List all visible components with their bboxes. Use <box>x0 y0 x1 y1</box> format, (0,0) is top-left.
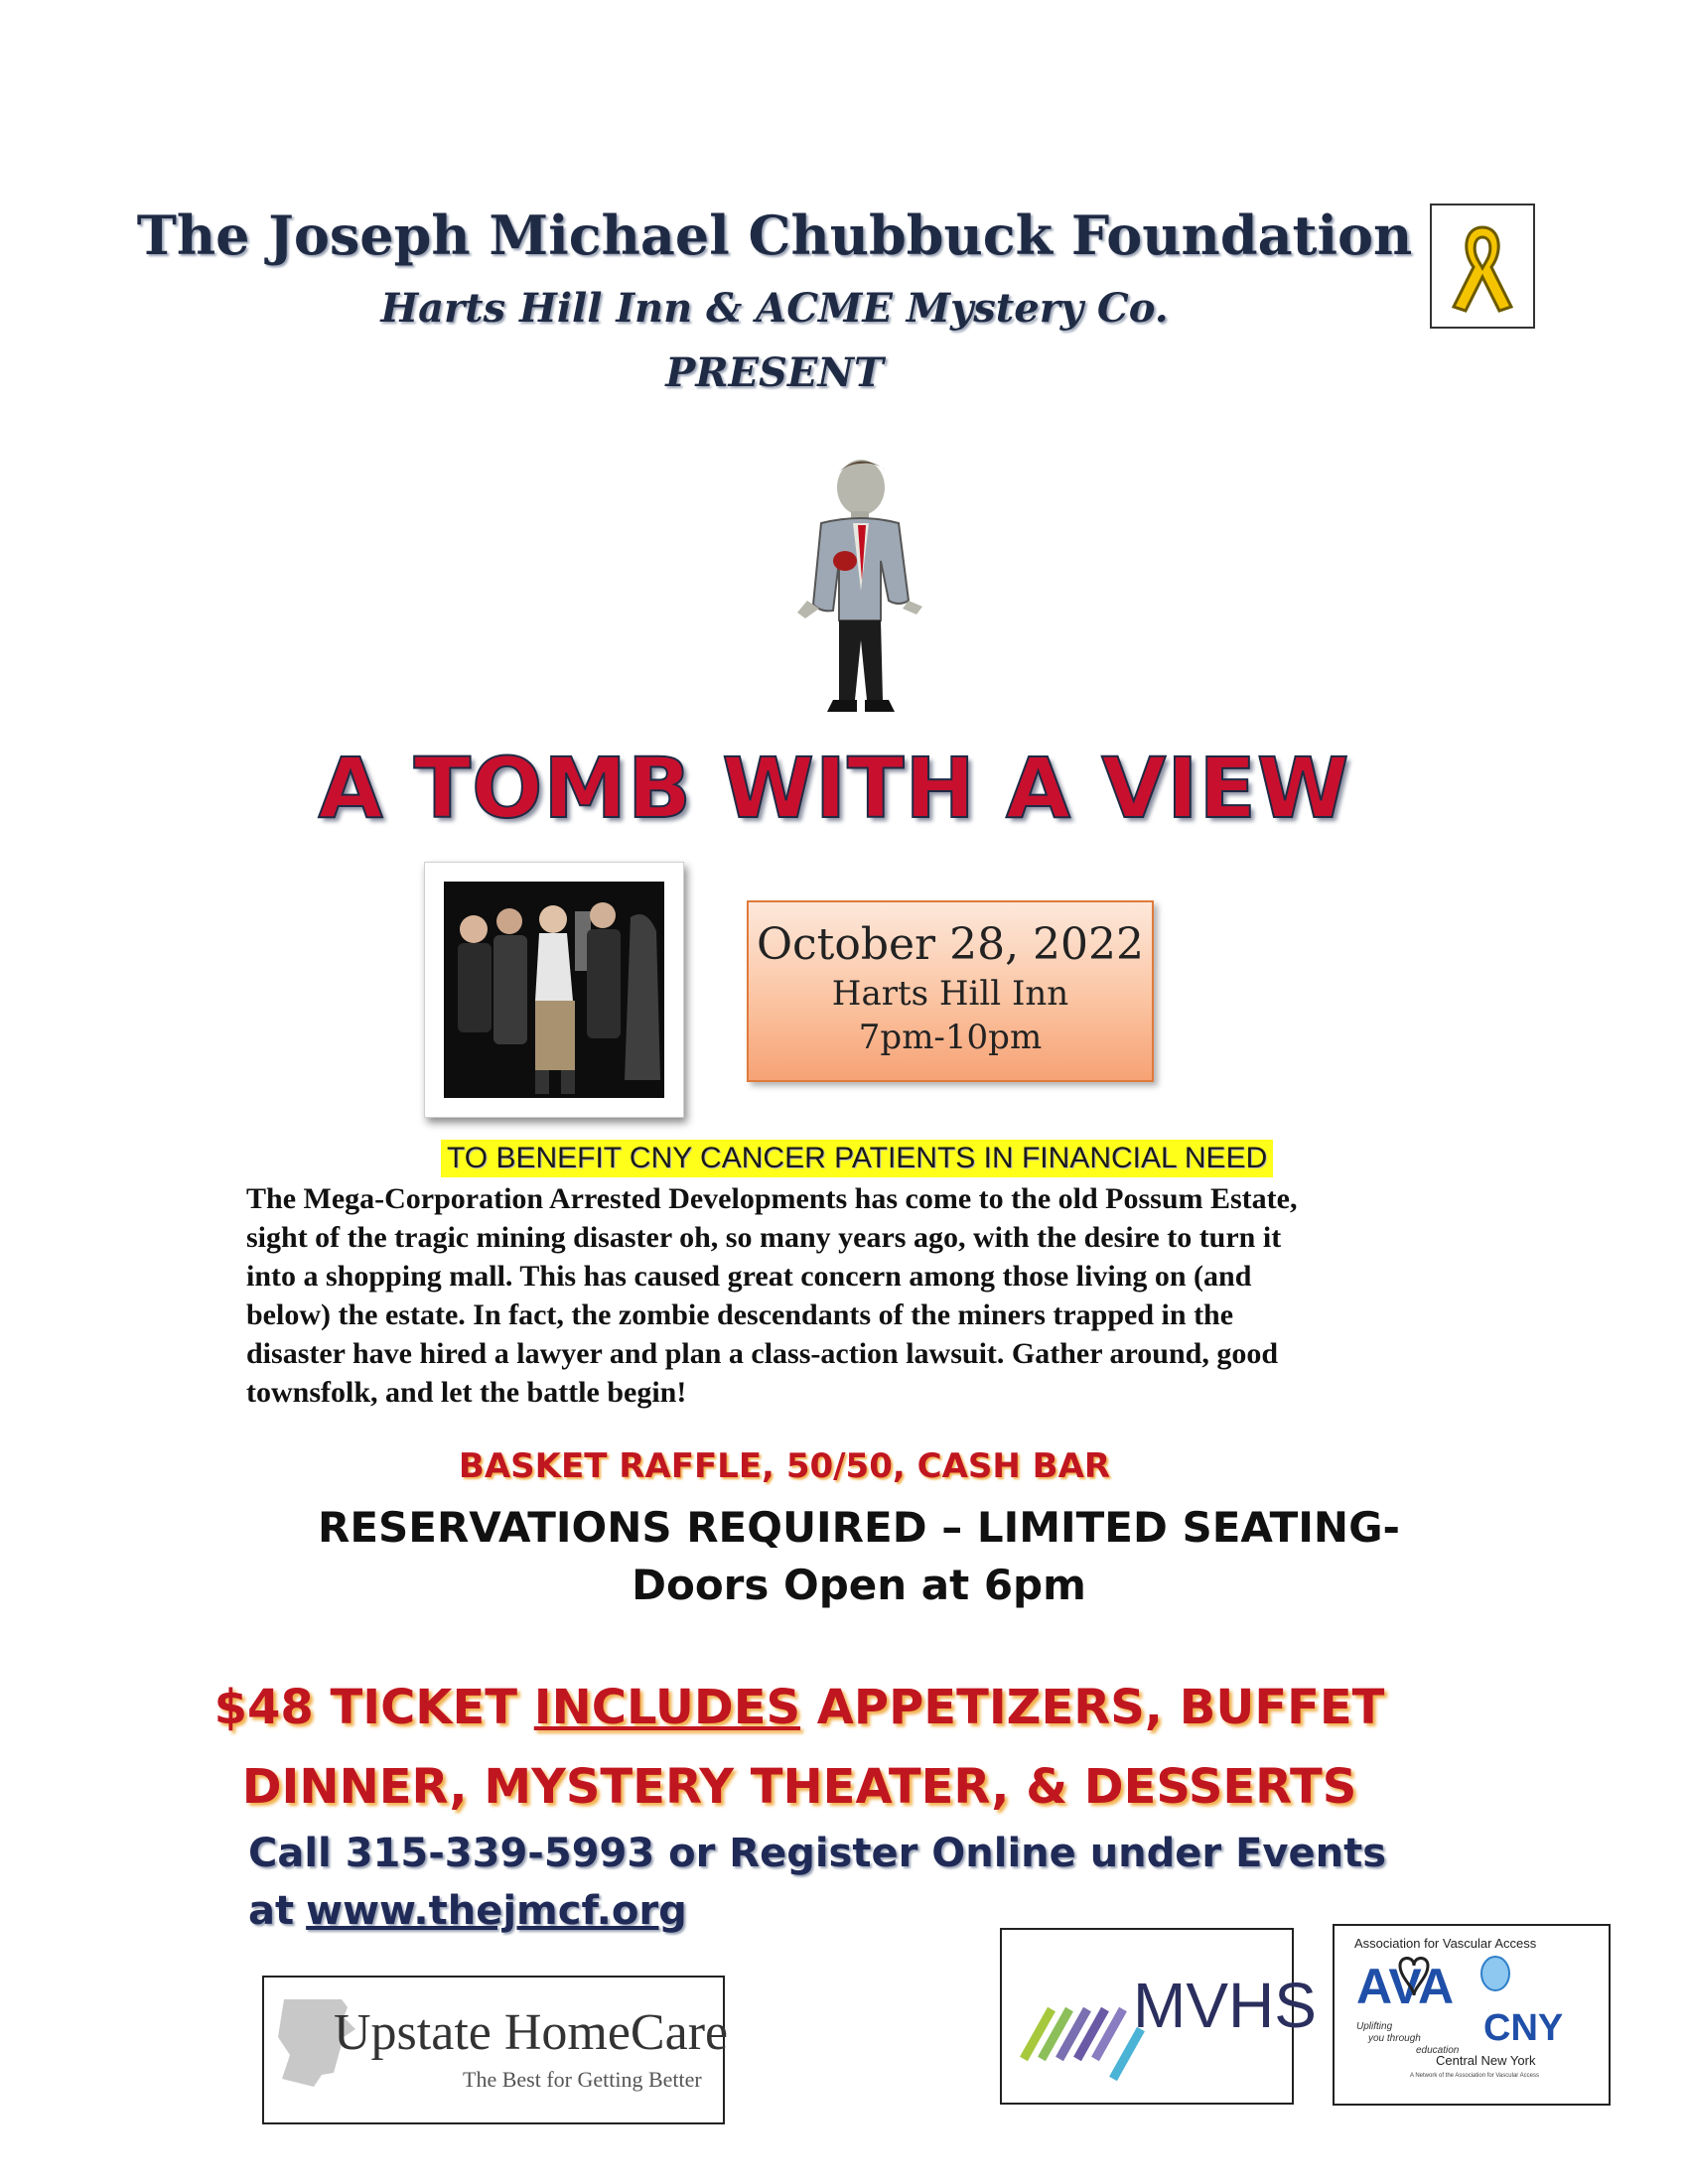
cast-photo-image <box>444 882 664 1098</box>
ticket-info <box>0 1668 1688 1827</box>
ava-top-text: Association for Vascular Access <box>1354 1936 1537 1951</box>
raffle-line: BASKET RAFFLE, 50/50, CASH BAR <box>458 1446 1111 1486</box>
reservations-line: RESERVATIONS REQUIRED – LIMITED SEATING- <box>318 1503 1400 1552</box>
foundation-title: The Joseph Michael Chubbuck Foundation <box>136 204 1413 267</box>
description-line: sight of the tragic mining disaster oh, so many years ago, with the desire to turn it <box>246 1221 1282 1254</box>
contact-phone-line: Call 315-339-5993 or Register Online under Events <box>248 1831 1386 1876</box>
event-details-box <box>747 900 1154 1082</box>
event-headline: A TOMB WITH A VIEW <box>318 740 1350 837</box>
cast-photo <box>424 862 684 1118</box>
description-line: townsfolk, and let the battle begin! <box>246 1376 687 1409</box>
uhc-name: Upstate HomeCare <box>334 2004 729 2061</box>
ava-cny: CNY <box>1483 2007 1564 2049</box>
ava-tagline-2: you through <box>1368 2033 1421 2044</box>
ava-tagline-1: Uplifting <box>1356 2021 1393 2032</box>
present-line: PRESENT <box>665 349 884 396</box>
ava-tagline-3: education <box>1416 2045 1460 2056</box>
contact-url-line <box>248 1882 1489 1940</box>
mvhs-logo <box>1000 1928 1317 2105</box>
website-link[interactable]: www.thejmcf.org <box>306 1888 687 1934</box>
uhc-tagline: The Best for Getting Better <box>463 2067 702 2092</box>
benefit-banner: TO BENEFIT CNY CANCER PATIENTS IN FINANCIAL NEED <box>441 1140 1273 1177</box>
ticket-price: $48 TICKET <box>213 1680 518 1735</box>
ticket-line-1 <box>0 1668 1599 1747</box>
ava-letters: AVA <box>1356 1959 1455 2014</box>
contact-at: at <box>248 1888 295 1934</box>
contact-info <box>248 1825 1489 1940</box>
description-line: The Mega-Corporation Arrested Developments has come to the old Possum Estate, <box>246 1182 1298 1215</box>
description-line: into a shopping mall. This has caused great concern among those living on (and <box>246 1260 1252 1293</box>
event-date: October 28, 2022 <box>756 919 1145 970</box>
mvhs-text: MVHS <box>1133 1970 1317 2041</box>
ticket-items-1: APPETIZERS, BUFFET <box>816 1680 1385 1735</box>
event-description <box>246 1179 1418 1412</box>
event-venue: Harts Hill Inn <box>831 974 1069 1014</box>
doors-open-line: Doors Open at 6pm <box>632 1561 1086 1609</box>
ticket-includes: INCLUDES <box>533 1680 801 1735</box>
description-line: disaster have hired a lawyer and plan a class-action lawsuit. Gather around, good <box>246 1337 1279 1370</box>
presenters-line: Harts Hill Inn & ACME Mystery Co. <box>380 285 1169 332</box>
ava-fine-print: A Network of the Association for Vascular Access <box>1410 2073 1539 2079</box>
ticket-line-2: DINNER, MYSTERY THEATER, & DESSERTS <box>241 1759 1357 1815</box>
upstate-homecare-logo <box>262 1976 729 2124</box>
description-line: below) the estate. In fact, the zombie descendants of the miners trapped in the <box>246 1298 1234 1331</box>
ribbon-logo-box <box>1430 204 1535 329</box>
zombie-illustration <box>750 452 958 720</box>
event-time: 7pm-10pm <box>858 1018 1043 1057</box>
ava-cny-logo <box>1333 1924 1611 2106</box>
ava-region: Central New York <box>1436 2053 1536 2068</box>
reservations-notice <box>0 1499 1688 1614</box>
gold-ribbon-icon <box>1432 205 1533 327</box>
